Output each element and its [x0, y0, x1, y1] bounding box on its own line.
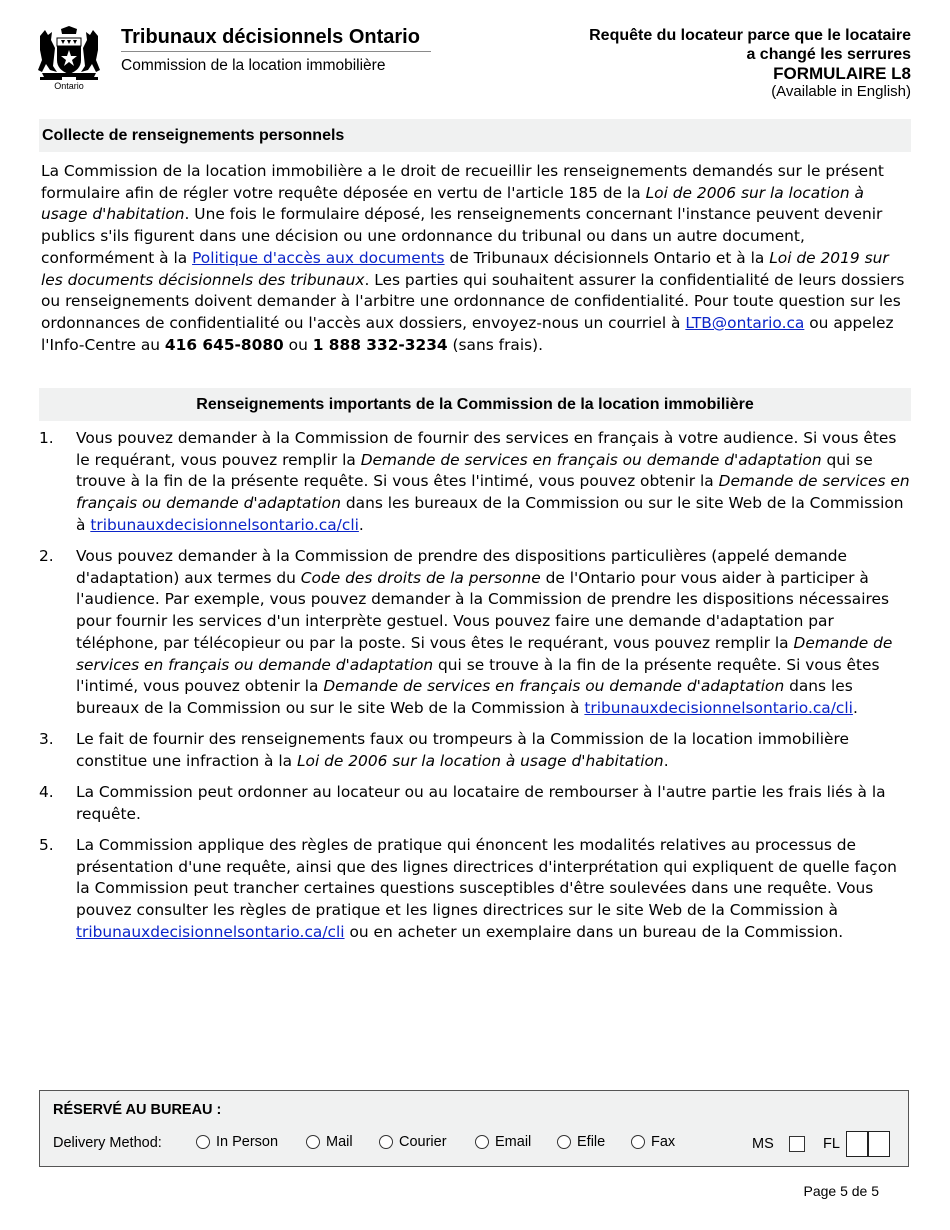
office-use-title: RÉSERVÉ AU BUREAU :	[53, 1102, 222, 1118]
delivery-option-fax[interactable]	[631, 1134, 675, 1150]
option-label: In Person	[216, 1134, 279, 1150]
fl-input-box-2[interactable]	[868, 1131, 890, 1157]
org-subtitle: Commission de la location immobilière	[121, 57, 386, 74]
privacy-text: La Commission de la location immobilière a le droit de recueillir les renseignements demandés sur le présent formulaire afin de régler votre requête déposée en vertu de l'article 185 de la	[41, 162, 884, 202]
item-number: 3.	[39, 730, 54, 749]
option-label: Email	[495, 1134, 532, 1150]
privacy-paragraph	[41, 161, 911, 356]
form-header	[491, 26, 911, 100]
important-list	[39, 428, 911, 953]
radio-button[interactable]	[631, 1135, 645, 1149]
privacy-text: (sans frais).	[447, 335, 544, 354]
law-title: Loi de 2006 sur la location à usage d'habitation	[41, 183, 864, 224]
office-use-box	[39, 1090, 909, 1167]
form-code: FORMULAIRE L8	[773, 64, 911, 83]
law-title: Loi de 2019 sur les documents décisionnels des tribunaux	[41, 248, 889, 289]
item-text: Vous pouvez demander à la Commission de prendre des dispositions particulières (appelé demande d'adaptation) aux termes du Code des droits de la personne de l'Ontario pour vous aider à participer à l'audience. Par exemple, vous pouvez demander à la Commission de prendre les dispositions nécessaires pour fournir les services d'un interprète gestuel. Vous pouvez faire une demande d'adaptation par téléphone, par télécopieur ou par la poste. Si vous êtes le requérant, vous pouvez remplir la Demande de services en français ou demande d'adaptation qui se trouve à la fin de la présente requête. Si vous êtes l'intimé, vous pouvez obtenir la Demande de services en français ou demande d'adaptation dans les bureaux de la Commission ou sur le site Web de la Commission à tribunauxdecisionnelsontario.ca/cli.	[76, 547, 893, 717]
privacy-heading: Collecte de renseignements personnels	[39, 119, 911, 152]
page-number: Page 5 de 5	[803, 1183, 879, 1199]
list-item	[39, 546, 911, 720]
delivery-method-label: Delivery Method:	[53, 1135, 162, 1151]
list-item	[39, 428, 911, 537]
item-number: 4.	[39, 783, 54, 802]
item-number: 1.	[39, 429, 54, 447]
privacy-text: ou	[283, 335, 313, 354]
phone-local: 416 645-8080	[164, 335, 284, 354]
email-link[interactable]: LTB@ontario.ca	[685, 313, 805, 332]
item-text: Vous pouvez demander à la Commission de fournir des services en français à votre audience. Si vous êtes le requérant, vous pouvez remplir la Demande de services en français ou demande d'adaptation qui se trouve à la fin de la présente requête. Si vous êtes l'intimé, vous pouvez obtenir la Demande de services en français ou demande d'adaptation dans les bureaux de la Commission ou sur le site Web de la Commission à tribunauxdecisionnelsontario.ca/cli.	[76, 429, 910, 534]
form-title-line-1: Requête du locateur parce que le locataire	[589, 27, 911, 44]
fl-input-box-1[interactable]	[846, 1131, 868, 1157]
ms-checkbox[interactable]	[789, 1136, 805, 1152]
privacy-text: . Les parties qui souhaitent assurer la confidentialité de leurs dossiers ou renseignements doivent demander à l'arbitre une ordonnance de confidentialité. Pour toute question sur les ordonnances de confidentialité ou l'accès aux dossiers, envoyez-nous un courriel à	[41, 270, 905, 332]
important-heading: Renseignements importants de la Commission de la location immobilière	[39, 388, 911, 421]
org-name: Tribunaux décisionnels Ontario	[121, 26, 420, 48]
ms-label: MS	[752, 1136, 774, 1152]
option-label: Mail	[326, 1134, 353, 1150]
form-title-line-2: a changé les serrures	[746, 46, 911, 63]
item-number: 5.	[39, 835, 54, 854]
privacy-text: . Une fois le formulaire déposé, les renseignements concernant l'instance peuvent devenir publics s'ils figurent dans une décision ou une ordonnance du tribunal ou dans un autre document, conformément à la	[41, 205, 883, 267]
delivery-option-email[interactable]	[475, 1134, 531, 1150]
radio-button[interactable]	[475, 1135, 489, 1149]
delivery-option-courier[interactable]	[379, 1134, 447, 1150]
option-label: Fax	[651, 1134, 676, 1150]
website-link[interactable]: tribunauxdecisionnelsontario.ca/cli	[76, 922, 345, 941]
privacy-text: de Tribunaux décisionnels Ontario et à la	[444, 248, 770, 267]
ontario-label: Ontario	[54, 81, 84, 91]
delivery-option-mail[interactable]	[306, 1134, 353, 1150]
radio-button[interactable]	[196, 1135, 210, 1149]
item-text: Le fait de fournir des renseignements faux ou trompeurs à la Commission de la location immobilière constitue une infraction à la Loi de 2006 sur la location à usage d'habitation.	[76, 730, 849, 770]
option-label: Efile	[577, 1134, 606, 1150]
item-text: La Commission peut ordonner au locateur ou au locataire de rembourser à l'autre partie les frais liés à la requête.	[76, 783, 886, 823]
policy-link[interactable]: Politique d'accès aux documents	[192, 248, 445, 267]
radio-button[interactable]	[379, 1135, 393, 1149]
header-divider	[121, 51, 431, 52]
option-label: Courier	[399, 1134, 447, 1150]
website-link[interactable]: tribunauxdecisionnelsontario.ca/cli	[90, 515, 359, 534]
list-item	[39, 729, 911, 772]
delivery-option-efile[interactable]	[557, 1134, 605, 1150]
available-in-english: (Available in English)	[771, 83, 911, 100]
list-item	[39, 782, 911, 825]
privacy-text: ou appelez l'Info-Centre au	[41, 313, 894, 354]
radio-button[interactable]	[557, 1135, 571, 1149]
fl-label: FL	[823, 1136, 840, 1152]
radio-button[interactable]	[306, 1135, 320, 1149]
delivery-option-in-person[interactable]	[196, 1134, 278, 1150]
phone-tollfree: 1 888 332-3234	[312, 335, 448, 354]
item-text: La Commission applique des règles de pratique qui énoncent les modalités relatives au processus de présentation d'une requête, ainsi que des lignes directrices d'interprétation qui expliquent de quelle façon la Commission peut trancher certaines questions susceptibles d'être soulevées dans une requête. Vous pouvez consulter les règles de pratique et les lignes directrices sur le site Web de la Commission à tribunauxdecisionnelsontario.ca/cli ou en acheter un exemplaire dans un bureau de la Commission.	[76, 835, 897, 941]
list-item	[39, 835, 911, 944]
website-link[interactable]: tribunauxdecisionnelsontario.ca/cli	[584, 698, 853, 717]
item-number: 2.	[39, 547, 54, 566]
